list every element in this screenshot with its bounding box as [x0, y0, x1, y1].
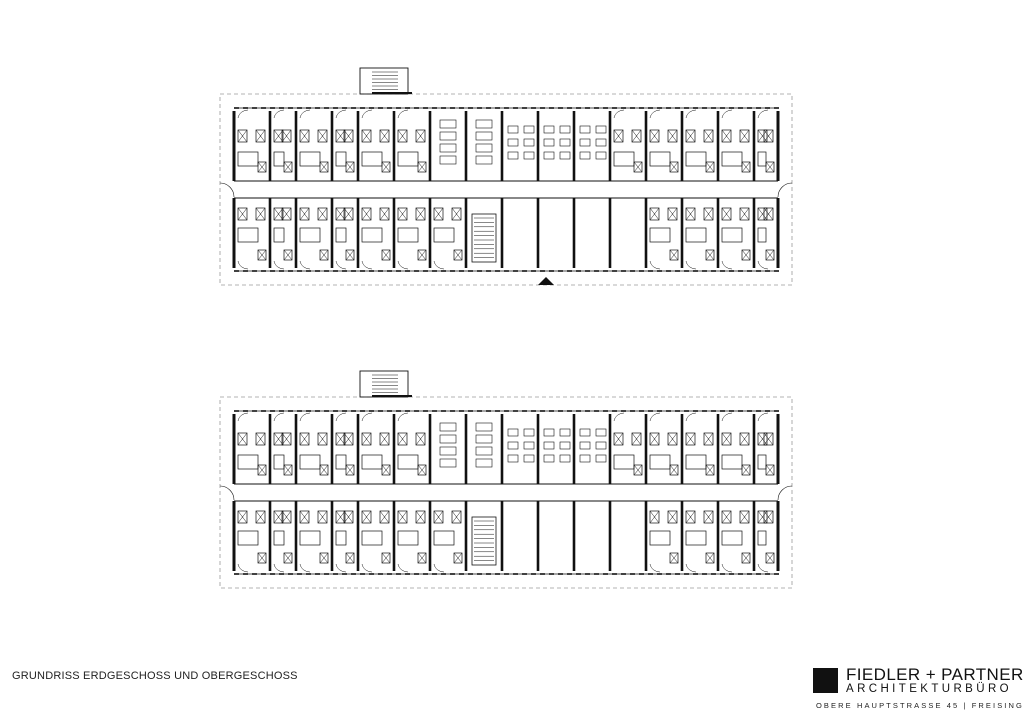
- desk: [560, 429, 570, 436]
- door-swing: [722, 261, 732, 269]
- bed: [614, 152, 634, 166]
- door-swing: [300, 413, 310, 421]
- bed: [300, 228, 320, 242]
- door-swing: [362, 564, 372, 572]
- door-swing: [722, 413, 732, 421]
- bed: [650, 531, 670, 545]
- wc-cubicle: [476, 144, 492, 152]
- wc-cubicle: [476, 423, 492, 431]
- door-swing: [336, 261, 346, 269]
- desk: [508, 139, 518, 146]
- upper-floor: [220, 371, 792, 588]
- bed: [362, 455, 382, 469]
- door-swing: [758, 110, 768, 118]
- desk: [524, 126, 534, 133]
- door-swing: [398, 564, 408, 572]
- bed: [758, 455, 766, 469]
- desk: [596, 139, 606, 146]
- door-swing: [650, 564, 660, 572]
- desk: [596, 455, 606, 462]
- wc-cubicle: [440, 423, 456, 431]
- wc-cubicle: [440, 132, 456, 140]
- door-swing: [300, 564, 310, 572]
- bed: [398, 152, 418, 166]
- wc-cubicle: [440, 120, 456, 128]
- door-swing: [686, 413, 696, 421]
- bed: [758, 531, 766, 545]
- door-swing: [362, 110, 372, 118]
- desk: [524, 152, 534, 159]
- door-swing: [300, 261, 310, 269]
- bed: [398, 228, 418, 242]
- door-swing: [722, 110, 732, 118]
- desk: [508, 152, 518, 159]
- door-swing: [336, 564, 346, 572]
- door-swing: [778, 183, 792, 197]
- bed: [434, 228, 454, 242]
- bed: [398, 531, 418, 545]
- bed: [362, 152, 382, 166]
- bed: [238, 152, 258, 166]
- bed: [650, 228, 670, 242]
- bed: [362, 531, 382, 545]
- bed: [650, 455, 670, 469]
- desk: [544, 429, 554, 436]
- bed: [274, 152, 284, 166]
- door-swing: [238, 564, 248, 572]
- desk: [580, 442, 590, 449]
- door-swing: [614, 413, 624, 421]
- desk: [560, 442, 570, 449]
- bed: [722, 228, 742, 242]
- office-subtitle: ARCHITEKTURBÜRO: [846, 683, 1013, 695]
- bed: [238, 228, 258, 242]
- desk: [596, 126, 606, 133]
- wc-cubicle: [476, 132, 492, 140]
- office-name: FIEDLER + PARTNER: [846, 665, 1024, 684]
- door-swing: [434, 564, 444, 572]
- door-swing: [238, 110, 248, 118]
- desk: [508, 455, 518, 462]
- door-swing: [650, 110, 660, 118]
- door-swing: [686, 564, 696, 572]
- wc-cubicle: [440, 156, 456, 164]
- bed: [336, 152, 346, 166]
- door-swing: [238, 261, 248, 269]
- bed: [398, 455, 418, 469]
- bed: [758, 152, 766, 166]
- desk: [544, 455, 554, 462]
- desk: [580, 139, 590, 146]
- desk: [560, 152, 570, 159]
- door-swing: [778, 486, 792, 500]
- door-swing: [274, 413, 284, 421]
- desk: [508, 126, 518, 133]
- north-stair-module: [360, 68, 412, 94]
- desk: [580, 152, 590, 159]
- wc-cubicle: [476, 447, 492, 455]
- wc-cubicle: [440, 447, 456, 455]
- bed: [686, 531, 706, 545]
- door-swing: [362, 413, 372, 421]
- bed: [300, 152, 320, 166]
- wc-cubicle: [440, 144, 456, 152]
- wc-cubicle: [440, 435, 456, 443]
- stairwell: [472, 214, 496, 262]
- bed: [336, 455, 346, 469]
- desk: [580, 455, 590, 462]
- desk: [560, 455, 570, 462]
- door-swing: [614, 110, 624, 118]
- desk: [544, 139, 554, 146]
- bed: [300, 455, 320, 469]
- desk: [524, 442, 534, 449]
- desk: [580, 429, 590, 436]
- wc-cubicle: [476, 435, 492, 443]
- bed: [722, 152, 742, 166]
- desk: [596, 152, 606, 159]
- bed: [434, 531, 454, 545]
- wc-cubicle: [476, 156, 492, 164]
- bed: [336, 531, 346, 545]
- bed: [686, 228, 706, 242]
- desk: [560, 126, 570, 133]
- desk: [508, 442, 518, 449]
- drawing-caption: GRUNDRISS ERDGESCHOSS UND OBERGESCHOSS: [12, 670, 298, 682]
- bed: [274, 531, 284, 545]
- wc-cubicle: [440, 459, 456, 467]
- desk: [560, 139, 570, 146]
- desk: [508, 429, 518, 436]
- bed: [238, 455, 258, 469]
- bed: [238, 531, 258, 545]
- door-swing: [238, 413, 248, 421]
- door-swing: [686, 261, 696, 269]
- bed: [362, 228, 382, 242]
- north-stair-module: [360, 371, 412, 397]
- door-swing: [220, 183, 234, 197]
- logo-square: [813, 668, 838, 693]
- wc-cubicle: [476, 459, 492, 467]
- door-swing: [274, 564, 284, 572]
- bed: [274, 455, 284, 469]
- door-swing: [274, 261, 284, 269]
- bed: [722, 531, 742, 545]
- ground-floor: [220, 68, 792, 285]
- bed: [686, 152, 706, 166]
- door-swing: [398, 413, 408, 421]
- desk: [544, 126, 554, 133]
- desk: [524, 139, 534, 146]
- door-swing: [650, 413, 660, 421]
- wc-cubicle: [476, 120, 492, 128]
- desk: [544, 442, 554, 449]
- bed: [614, 455, 634, 469]
- door-swing: [300, 110, 310, 118]
- bed: [300, 531, 320, 545]
- desk: [596, 429, 606, 436]
- bed: [650, 152, 670, 166]
- office-address: OBERE HAUPTSTRASSE 45 | FREISING: [816, 701, 1024, 710]
- door-swing: [722, 564, 732, 572]
- bed: [274, 228, 284, 242]
- door-swing: [398, 261, 408, 269]
- door-swing: [220, 486, 234, 500]
- door-swing: [758, 261, 768, 269]
- door-swing: [758, 564, 768, 572]
- desk: [524, 429, 534, 436]
- desk: [580, 126, 590, 133]
- bed: [686, 455, 706, 469]
- door-swing: [362, 261, 372, 269]
- bed: [722, 455, 742, 469]
- entrance-arrow: [538, 277, 554, 285]
- bed: [758, 228, 766, 242]
- bed: [336, 228, 346, 242]
- door-swing: [434, 261, 444, 269]
- door-swing: [336, 413, 346, 421]
- stairwell: [472, 517, 496, 565]
- desk: [524, 455, 534, 462]
- door-swing: [336, 110, 346, 118]
- door-swing: [274, 110, 284, 118]
- desk: [544, 152, 554, 159]
- door-swing: [686, 110, 696, 118]
- door-swing: [398, 110, 408, 118]
- door-swing: [650, 261, 660, 269]
- door-swing: [758, 413, 768, 421]
- desk: [596, 442, 606, 449]
